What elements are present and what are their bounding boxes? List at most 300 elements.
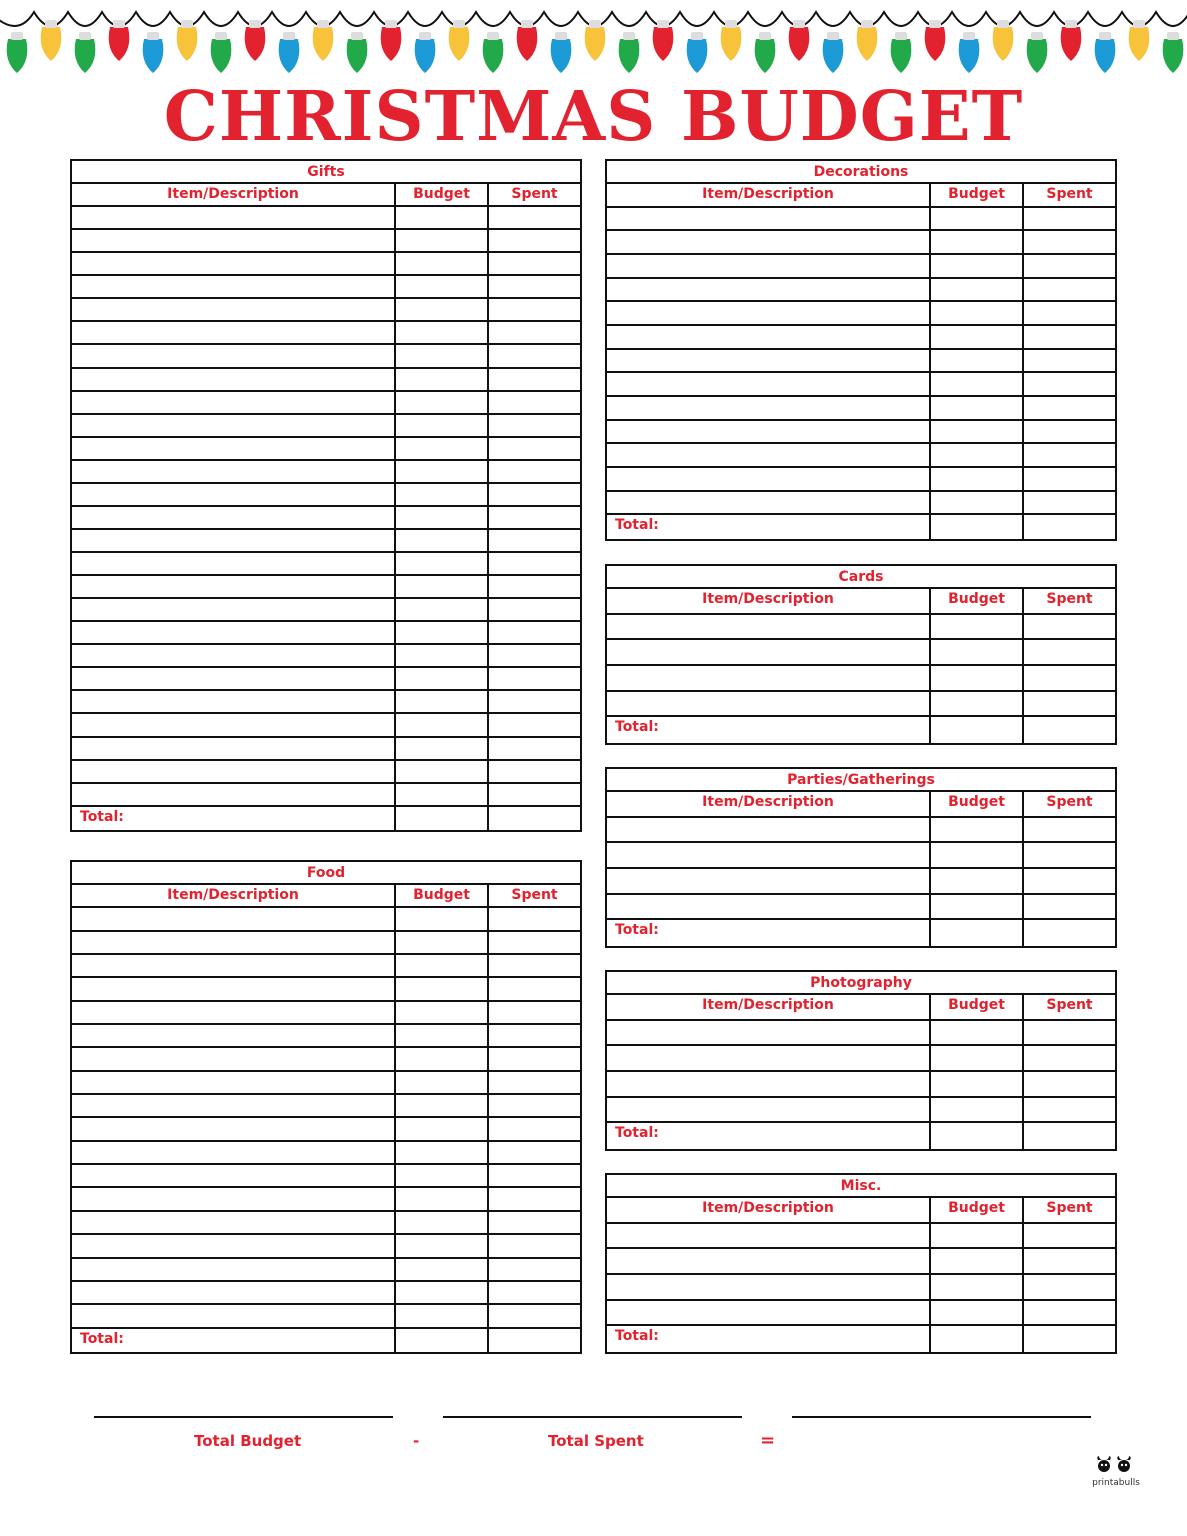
item-description-cell[interactable]	[72, 955, 396, 976]
budget-cell[interactable]	[396, 484, 489, 505]
spent-cell[interactable]	[489, 576, 580, 597]
item-description-cell[interactable]	[607, 326, 931, 348]
budget-cell[interactable]	[396, 645, 489, 666]
spent-cell[interactable]	[489, 1305, 580, 1326]
table-row	[607, 279, 1115, 303]
item-description-cell[interactable]	[607, 1072, 931, 1096]
item-description-cell[interactable]	[72, 784, 396, 805]
budget-cell[interactable]	[396, 622, 489, 643]
total-spent-cell[interactable]	[1024, 1326, 1115, 1352]
table-row	[607, 302, 1115, 326]
budget-cell[interactable]	[396, 1259, 489, 1280]
total-row	[72, 807, 580, 830]
table-row	[72, 784, 580, 807]
spent-cell[interactable]	[1024, 1098, 1115, 1122]
table-row	[72, 691, 580, 714]
total-budget-line[interactable]	[94, 1416, 393, 1418]
spent-header: Spent	[1046, 1200, 1093, 1216]
item-description-cell[interactable]	[72, 322, 396, 343]
item-description-cell[interactable]	[607, 869, 931, 893]
spent-cell[interactable]	[1024, 1224, 1115, 1248]
spent-cell[interactable]	[1024, 615, 1115, 639]
spent-cell[interactable]	[489, 369, 580, 390]
spent-cell[interactable]	[1024, 640, 1115, 664]
item-description-cell[interactable]	[607, 1301, 931, 1325]
budget-cell[interactable]	[396, 276, 489, 297]
budget-cell[interactable]	[396, 299, 489, 320]
budget-cell[interactable]	[396, 691, 489, 712]
spent-cell[interactable]	[489, 253, 580, 274]
total-label: Total:	[72, 1329, 396, 1352]
budget-cell[interactable]	[931, 397, 1024, 419]
budget-cell[interactable]	[931, 302, 1024, 324]
item-description-cell[interactable]	[607, 666, 931, 690]
budget-cell[interactable]	[396, 392, 489, 413]
item-description-cell[interactable]	[72, 553, 396, 574]
budget-cell[interactable]	[931, 279, 1024, 301]
column-header-row	[72, 184, 580, 207]
spent-cell[interactable]	[1024, 1046, 1115, 1070]
total-spent-cell[interactable]	[1024, 920, 1115, 946]
budget-cell[interactable]	[931, 1046, 1024, 1070]
spent-cell[interactable]	[489, 645, 580, 666]
total-label: Total:	[607, 515, 931, 539]
spent-cell[interactable]	[489, 1002, 580, 1023]
budget-cell[interactable]	[931, 421, 1024, 443]
budget-cell[interactable]	[396, 1142, 489, 1163]
light-bulb-icon	[41, 20, 62, 61]
spent-cell[interactable]	[489, 553, 580, 574]
spent-cell[interactable]	[1024, 666, 1115, 690]
budget-cell[interactable]	[396, 1072, 489, 1093]
budget-cell[interactable]	[931, 666, 1024, 690]
budget-cell[interactable]	[931, 869, 1024, 893]
total-label: Total:	[607, 1123, 931, 1149]
spent-cell[interactable]	[489, 691, 580, 712]
budget-cell[interactable]	[396, 1002, 489, 1023]
item-description-cell[interactable]	[72, 392, 396, 413]
table-row	[72, 322, 580, 345]
spent-cell[interactable]	[1024, 302, 1115, 324]
item-description-cell[interactable]	[72, 530, 396, 551]
spent-cell[interactable]	[489, 908, 580, 929]
item-description-cell[interactable]	[72, 1118, 396, 1139]
spent-cell[interactable]	[489, 1282, 580, 1303]
budget-cell[interactable]	[396, 668, 489, 689]
budget-cell[interactable]	[931, 255, 1024, 277]
spent-cell[interactable]	[1024, 1021, 1115, 1045]
spent-cell[interactable]	[489, 438, 580, 459]
light-bulb-icon	[857, 20, 878, 61]
item-description-cell[interactable]	[72, 622, 396, 643]
spent-cell[interactable]	[1024, 373, 1115, 395]
budget-cell[interactable]	[396, 438, 489, 459]
item-description-cell[interactable]	[607, 444, 931, 466]
spent-cell[interactable]	[489, 955, 580, 976]
budget-cell[interactable]	[931, 1275, 1024, 1299]
light-bulb-icon	[483, 32, 504, 73]
spent-cell[interactable]	[489, 1072, 580, 1093]
budget-cell[interactable]	[396, 1095, 489, 1116]
total-spent-label: Total Spent	[548, 1432, 644, 1450]
budget-cell[interactable]	[931, 373, 1024, 395]
budget-cell[interactable]	[396, 230, 489, 251]
item-description-cell[interactable]	[607, 1021, 931, 1045]
total-spent-cell[interactable]	[1024, 1123, 1115, 1149]
item-description-cell[interactable]	[72, 576, 396, 597]
total-budget-cell[interactable]	[931, 1123, 1024, 1149]
spent-cell[interactable]	[1024, 279, 1115, 301]
spent-cell[interactable]	[1024, 895, 1115, 919]
budget-cell[interactable]	[931, 208, 1024, 230]
item-description-cell[interactable]	[72, 230, 396, 251]
item-description-cell[interactable]	[72, 1025, 396, 1046]
item-description-cell[interactable]	[72, 978, 396, 999]
spent-cell[interactable]	[489, 622, 580, 643]
item-description-cell[interactable]	[607, 373, 931, 395]
spent-cell[interactable]	[489, 299, 580, 320]
spent-cell[interactable]	[489, 461, 580, 482]
light-bulb-icon	[925, 20, 946, 61]
spent-cell[interactable]	[489, 322, 580, 343]
budget-cell[interactable]	[931, 640, 1024, 664]
budget-cell[interactable]	[396, 1212, 489, 1233]
total-spent-line[interactable]	[443, 1416, 742, 1418]
budget-cell[interactable]	[396, 461, 489, 482]
budget-cell[interactable]	[396, 507, 489, 528]
table-row	[607, 692, 1115, 718]
budget-cell[interactable]	[931, 1301, 1024, 1325]
item-description-cell[interactable]	[607, 640, 931, 664]
item-description-cell[interactable]	[607, 1224, 931, 1248]
light-bulb-icon	[313, 20, 334, 61]
budget-cell[interactable]	[396, 1048, 489, 1069]
spent-cell[interactable]	[489, 207, 580, 228]
item-description-cell[interactable]	[72, 207, 396, 228]
spent-cell[interactable]	[489, 1165, 580, 1186]
spent-cell[interactable]	[1024, 208, 1115, 230]
total-budget-cell[interactable]	[931, 717, 1024, 743]
spent-cell[interactable]	[1024, 326, 1115, 348]
table-row	[72, 1118, 580, 1141]
light-bulb-icon	[1095, 32, 1116, 73]
spent-cell[interactable]	[1024, 255, 1115, 277]
total-spent-cell[interactable]	[489, 1329, 580, 1352]
budget-cell[interactable]	[931, 1021, 1024, 1045]
budget-cell[interactable]	[396, 1188, 489, 1209]
item-description-cell[interactable]	[72, 461, 396, 482]
item-description-cell[interactable]	[72, 438, 396, 459]
total-row	[72, 1329, 580, 1352]
budget-cell[interactable]	[396, 738, 489, 759]
spent-cell[interactable]	[489, 932, 580, 953]
spent-cell[interactable]	[489, 345, 580, 366]
item-description-cell[interactable]	[607, 843, 931, 867]
table-row	[607, 1275, 1115, 1301]
item-description-cell[interactable]	[72, 253, 396, 274]
item-description-cell[interactable]	[72, 1305, 396, 1326]
item-description-cell[interactable]	[607, 1275, 931, 1299]
table-row	[72, 369, 580, 392]
light-bulb-icon	[381, 20, 402, 61]
spent-cell[interactable]	[1024, 1275, 1115, 1299]
spent-cell[interactable]	[489, 507, 580, 528]
spent-cell[interactable]	[489, 599, 580, 620]
light-bulb-icon	[517, 20, 538, 61]
spent-cell[interactable]	[489, 1259, 580, 1280]
total-spent-cell[interactable]	[1024, 717, 1115, 743]
spent-cell[interactable]	[489, 714, 580, 735]
budget-cell[interactable]	[396, 369, 489, 390]
item-description-cell[interactable]	[72, 1188, 396, 1209]
spent-cell[interactable]	[489, 668, 580, 689]
item-description-cell[interactable]	[72, 276, 396, 297]
item-description-cell[interactable]	[72, 1282, 396, 1303]
budget-cell[interactable]	[931, 492, 1024, 514]
item-description-cell[interactable]	[72, 1048, 396, 1069]
budget-cell[interactable]	[396, 345, 489, 366]
spent-cell[interactable]	[1024, 818, 1115, 842]
light-bulb-icon	[347, 32, 368, 73]
item-description-cell[interactable]	[607, 615, 931, 639]
total-budget-cell[interactable]	[931, 515, 1024, 539]
total-row	[607, 1326, 1115, 1352]
item-description-header: Item/Description	[607, 1198, 931, 1222]
logo-text: printabulls	[1092, 1478, 1140, 1488]
spent-cell[interactable]	[1024, 231, 1115, 253]
total-row	[607, 1123, 1115, 1149]
spent-cell[interactable]	[1024, 421, 1115, 443]
budget-cell[interactable]	[396, 1025, 489, 1046]
item-description-cell[interactable]	[72, 484, 396, 505]
light-bulb-icon	[823, 32, 844, 73]
light-bulb-icon	[585, 20, 606, 61]
item-description-cell[interactable]	[72, 761, 396, 782]
budget-cell[interactable]	[931, 692, 1024, 716]
spent-cell[interactable]	[489, 761, 580, 782]
item-description-cell[interactable]	[607, 818, 931, 842]
item-description-cell[interactable]	[607, 468, 931, 490]
item-description-cell[interactable]	[72, 369, 396, 390]
item-description-cell[interactable]	[607, 208, 931, 230]
item-description-cell[interactable]	[607, 1046, 931, 1070]
budget-cell[interactable]	[396, 761, 489, 782]
budget-cell[interactable]	[396, 1305, 489, 1326]
budget-cell[interactable]	[931, 1249, 1024, 1273]
item-description-cell[interactable]	[72, 1235, 396, 1256]
item-description-cell[interactable]	[72, 1072, 396, 1093]
light-bulb-icon	[551, 32, 572, 73]
budget-cell[interactable]	[396, 1235, 489, 1256]
budget-cell[interactable]	[931, 468, 1024, 490]
spent-cell[interactable]	[489, 1095, 580, 1116]
item-description-cell[interactable]	[72, 1142, 396, 1163]
table-row	[72, 1188, 580, 1211]
budget-cell[interactable]	[396, 714, 489, 735]
item-description-cell[interactable]	[72, 599, 396, 620]
table-row	[72, 507, 580, 530]
item-description-cell[interactable]	[72, 932, 396, 953]
budget-cell[interactable]	[396, 784, 489, 805]
parties-section-title: Parties/Gatherings	[607, 769, 1115, 792]
budget-cell[interactable]	[931, 615, 1024, 639]
budget-cell[interactable]	[396, 322, 489, 343]
spent-cell[interactable]	[489, 1142, 580, 1163]
light-bulb-icon	[891, 32, 912, 73]
spent-cell[interactable]	[489, 1025, 580, 1046]
table-row	[72, 484, 580, 507]
spent-cell[interactable]	[489, 1048, 580, 1069]
spent-cell[interactable]	[1024, 397, 1115, 419]
column-header-row	[607, 1198, 1115, 1224]
total-budget-cell[interactable]	[396, 807, 489, 830]
item-description-cell[interactable]	[72, 691, 396, 712]
spent-cell[interactable]	[489, 1188, 580, 1209]
minus-sign: -	[413, 1432, 420, 1450]
budget-cell[interactable]	[931, 818, 1024, 842]
item-description-cell[interactable]	[72, 1165, 396, 1186]
budget-cell[interactable]	[931, 350, 1024, 372]
budget-cell[interactable]	[396, 1118, 489, 1139]
budget-cell[interactable]	[396, 1282, 489, 1303]
total-budget-cell[interactable]	[931, 1326, 1024, 1352]
spent-cell[interactable]	[489, 392, 580, 413]
spent-cell[interactable]	[489, 1118, 580, 1139]
spent-cell[interactable]	[1024, 1072, 1115, 1096]
table-row	[72, 978, 580, 1001]
spent-cell[interactable]	[489, 1212, 580, 1233]
total-budget-cell[interactable]	[396, 1329, 489, 1352]
spent-cell[interactable]	[489, 415, 580, 436]
budget-cell[interactable]	[396, 978, 489, 999]
item-description-cell[interactable]	[72, 345, 396, 366]
item-description-cell[interactable]	[72, 415, 396, 436]
table-row	[72, 415, 580, 438]
spent-cell[interactable]	[1024, 468, 1115, 490]
budget-cell[interactable]	[396, 908, 489, 929]
total-budget-cell[interactable]	[931, 920, 1024, 946]
budget-cell[interactable]	[396, 553, 489, 574]
item-description-cell[interactable]	[607, 302, 931, 324]
table-row	[72, 668, 580, 691]
item-description-cell[interactable]	[72, 908, 396, 929]
budget-cell[interactable]	[396, 415, 489, 436]
light-bulb-icon	[449, 20, 470, 61]
table-row	[72, 932, 580, 955]
spent-cell[interactable]	[1024, 444, 1115, 466]
budget-cell[interactable]	[931, 231, 1024, 253]
budget-cell[interactable]	[931, 326, 1024, 348]
column-header-row	[607, 995, 1115, 1021]
spent-cell[interactable]	[489, 276, 580, 297]
budget-cell[interactable]	[396, 530, 489, 551]
light-bulb-icon	[755, 32, 776, 73]
spent-cell[interactable]	[1024, 492, 1115, 514]
item-description-cell[interactable]	[72, 1212, 396, 1233]
light-bulb-icon	[143, 32, 164, 73]
spent-header: Spent	[1046, 591, 1093, 607]
item-description-cell[interactable]	[72, 507, 396, 528]
spent-cell[interactable]	[489, 530, 580, 551]
item-description-cell[interactable]	[607, 895, 931, 919]
table-row	[72, 1165, 580, 1188]
spent-cell[interactable]	[1024, 1301, 1115, 1325]
budget-cell[interactable]	[396, 207, 489, 228]
spent-cell[interactable]	[1024, 692, 1115, 716]
budget-cell[interactable]	[931, 1072, 1024, 1096]
budget-cell[interactable]	[396, 599, 489, 620]
item-description-cell[interactable]	[607, 492, 931, 514]
item-description-cell[interactable]	[607, 1098, 931, 1122]
remaining-line[interactable]	[792, 1416, 1091, 1418]
item-description-cell[interactable]	[607, 255, 931, 277]
item-description-cell[interactable]	[72, 645, 396, 666]
item-description-cell[interactable]	[607, 350, 931, 372]
item-description-cell[interactable]	[607, 279, 931, 301]
item-description-cell[interactable]	[72, 714, 396, 735]
spent-cell[interactable]	[489, 484, 580, 505]
spent-cell[interactable]	[489, 738, 580, 759]
spent-cell[interactable]	[489, 1235, 580, 1256]
spent-cell[interactable]	[489, 784, 580, 805]
food-section	[70, 860, 582, 1354]
printabulls-logo	[1086, 1456, 1146, 1488]
spent-cell[interactable]	[489, 978, 580, 999]
budget-cell[interactable]	[396, 1165, 489, 1186]
spent-cell[interactable]	[1024, 869, 1115, 893]
spent-cell[interactable]	[1024, 350, 1115, 372]
item-description-cell[interactable]	[607, 421, 931, 443]
item-description-cell[interactable]	[72, 1095, 396, 1116]
budget-header: Budget	[931, 589, 1024, 613]
item-description-cell[interactable]	[72, 299, 396, 320]
table-row	[72, 1048, 580, 1071]
item-description-header: Item/Description	[607, 792, 931, 816]
table-row	[72, 1259, 580, 1282]
total-spent-cell[interactable]	[489, 807, 580, 830]
budget-cell[interactable]	[396, 955, 489, 976]
budget-cell[interactable]	[931, 895, 1024, 919]
item-description-cell[interactable]	[72, 1002, 396, 1023]
total-spent-cell[interactable]	[1024, 515, 1115, 539]
spent-cell[interactable]	[1024, 843, 1115, 867]
budget-cell[interactable]	[396, 576, 489, 597]
item-description-cell[interactable]	[72, 668, 396, 689]
light-bulb-icon	[687, 32, 708, 73]
total-row	[607, 717, 1115, 743]
spent-cell[interactable]	[1024, 1249, 1115, 1273]
table-row	[72, 253, 580, 276]
budget-cell[interactable]	[931, 1224, 1024, 1248]
item-description-cell[interactable]	[607, 231, 931, 253]
item-description-cell[interactable]	[607, 397, 931, 419]
budget-cell[interactable]	[396, 932, 489, 953]
item-description-cell[interactable]	[607, 692, 931, 716]
budget-cell[interactable]	[931, 843, 1024, 867]
budget-cell[interactable]	[396, 253, 489, 274]
item-description-cell[interactable]	[72, 1259, 396, 1280]
budget-cell[interactable]	[931, 444, 1024, 466]
table-row	[72, 1305, 580, 1328]
item-description-cell[interactable]	[607, 1249, 931, 1273]
budget-header: Budget	[931, 1198, 1024, 1222]
item-description-header: Item/Description	[72, 885, 396, 906]
spent-cell[interactable]	[489, 230, 580, 251]
table-row	[607, 640, 1115, 666]
table-row	[72, 576, 580, 599]
item-description-cell[interactable]	[72, 738, 396, 759]
budget-cell[interactable]	[931, 1098, 1024, 1122]
